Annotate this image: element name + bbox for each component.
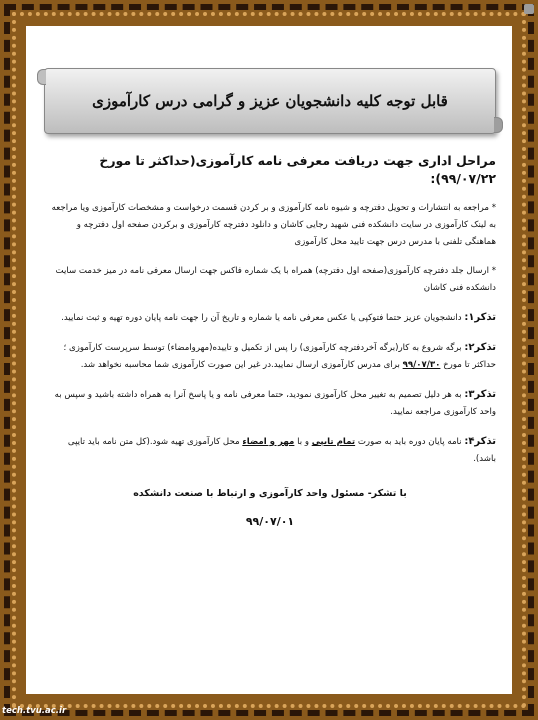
note-text: و با <box>294 437 312 447</box>
note-text: محل کارآموزی تهیه شود.(کل متن نامه باید تایپی باشد). <box>67 437 496 464</box>
deadline-date: ۹۹/۰۷/۳۰ <box>402 360 441 370</box>
note-label: تذکر۱: <box>464 312 496 323</box>
section-heading: مراحل اداری جهت دریافت معرفی نامه کارآموزی(حداکثر تا مورخ ۹۹/۰۷/۲۲): <box>99 153 496 186</box>
list-item: * ارسال جلد دفترچه کارآموزی(صفحه اول دفترچه) همراه با یک شماره فاکس جهت ارسال معرفی نامه در میز خدمت سایت دانشکده فنی کاشان <box>55 266 496 293</box>
signature: با تشکر- مسئول واحد کارآموزی و ارتباط با صنعت دانشکده <box>133 488 407 499</box>
note-label: تذکر۲: <box>464 342 496 353</box>
emphasis-text: مهر و امضاء <box>242 437 295 447</box>
note-text: برگه شروع به کار(برگه آخردفترچه کارآموزی) را پس از تکمیل و تاییده(مهروامضاء) توسط سرپرست کارآموزی ؛ حداکثر تا مورخ <box>63 343 496 370</box>
note-text: برای مدرس کارآموزی ارسال نمایید.در غیر این صورت کارآموزی شما محاسبه نخواهد شد. <box>80 360 403 370</box>
list-item: * مراجعه به انتشارات و تحویل دفترچه و شیوه نامه کارآموزی و بر کردن قسمت درخواست و مشخصات کارآموزی ویا مراجعه به لینک کارآموزی در سایت دانشکده فنی شهید رجایی کاشان و دانلود دفترچه کارآموزی و برکردن صفحه اول دفترچه و هماهنگی تلفنی با مدرس درس جهت تایید محل کارآموزی <box>51 203 496 247</box>
emphasis-text: تمام تایپی <box>311 437 356 447</box>
note-3 <box>44 386 496 421</box>
note-text: به هر دلیل تصمیم به تغییر محل کارآموزی نمودید، حتما معرفی نامه و یا پاسخ آنرا به همراه داشته باشید و سپس به واحد کارآموزی مراجعه نمایید. <box>54 390 496 417</box>
note-4 <box>44 433 496 468</box>
announcement-banner <box>44 68 496 134</box>
note-label: تذکر۳: <box>464 389 496 400</box>
note-2 <box>44 339 496 374</box>
document-body <box>30 30 508 690</box>
content <box>44 152 496 528</box>
note-text: دانشجویان عزیز حتما فتوکپی یا عکس معرفی نامه یا شماره و تاریخ آن را جهت نامه پایان دوره تهیه و ثبت نمایید. <box>61 313 465 323</box>
note-label: تذکر۴: <box>464 436 496 447</box>
window-control-icon[interactable] <box>524 4 534 14</box>
banner-title: قابل توجه کلیه دانشجویان عزیز و گرامی درس کارآموزی <box>92 92 448 110</box>
note-text: نامه پایان دوره باید به صورت <box>355 437 465 447</box>
footer-url[interactable]: tech.tvu.ac.ir <box>2 706 67 716</box>
document-date: ۹۹/۰۷/۰۱ <box>245 515 295 528</box>
note-1 <box>44 309 496 327</box>
